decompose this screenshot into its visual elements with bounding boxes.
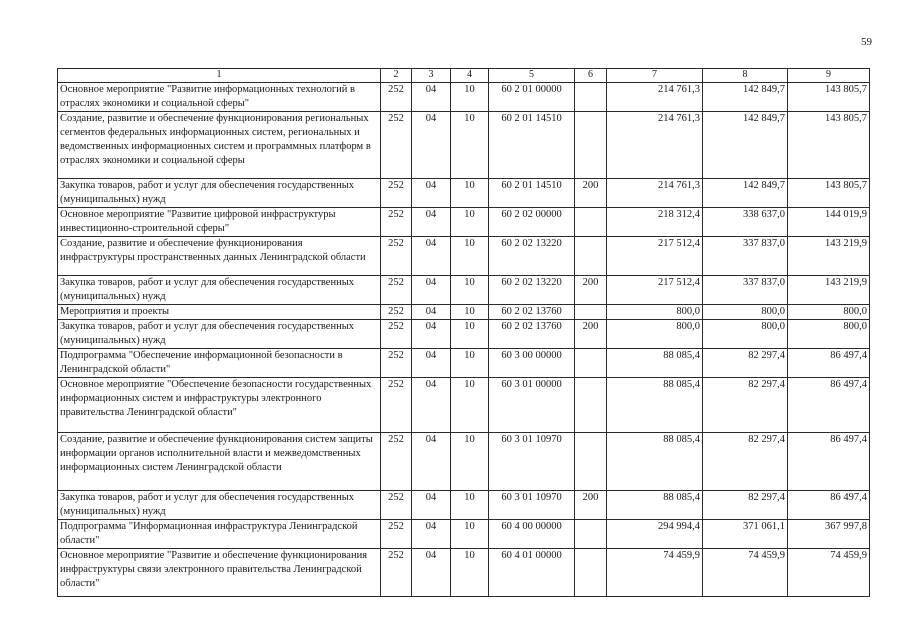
section-cell: 04: [412, 320, 451, 349]
subsection-cell: 10: [451, 378, 489, 433]
code-cell: 252: [381, 112, 412, 179]
code-cell: 252: [381, 549, 412, 597]
amount-cell: 88 085,4: [607, 433, 703, 491]
amount-cell: 74 459,9: [703, 549, 788, 597]
table-row: [58, 276, 870, 305]
amount-cell: 143 219,9: [788, 237, 870, 276]
table-row: [58, 549, 870, 597]
expense-type-cell: [575, 520, 607, 549]
target-article-cell: 60 2 02 13760: [489, 320, 575, 349]
target-article-cell: 60 2 01 14510: [489, 179, 575, 208]
amount-cell: 143 219,9: [788, 276, 870, 305]
target-article-cell: 60 3 01 10970: [489, 491, 575, 520]
subsection-cell: 10: [451, 237, 489, 276]
expense-type-cell: [575, 549, 607, 597]
table-row: [58, 491, 870, 520]
row-name-cell: Создание, развитие и обеспечение функционирования инфраструктуры пространственных данных Ленинградской области: [58, 237, 381, 276]
expense-type-cell: 200: [575, 320, 607, 349]
amount-cell: 82 297,4: [703, 378, 788, 433]
section-cell: 04: [412, 433, 451, 491]
row-name-cell: Закупка товаров, работ и услуг для обеспечения государственных (муниципальных) нужд: [58, 320, 381, 349]
amount-cell: 143 805,7: [788, 83, 870, 112]
target-article-cell: 60 2 02 13220: [489, 237, 575, 276]
section-cell: 04: [412, 549, 451, 597]
row-name-cell: Создание, развитие и обеспечение функционирования систем защиты информации органов исполнительной власти и межведомственных информационных систем Ленинградской области: [58, 433, 381, 491]
subsection-cell: 10: [451, 179, 489, 208]
subsection-cell: 10: [451, 276, 489, 305]
expense-type-cell: [575, 378, 607, 433]
subsection-cell: 10: [451, 349, 489, 378]
table-row: [58, 237, 870, 276]
amount-cell: 142 849,7: [703, 179, 788, 208]
row-name-cell: Мероприятия и проекты: [58, 305, 381, 320]
expense-type-cell: [575, 112, 607, 179]
target-article-cell: 60 4 00 00000: [489, 520, 575, 549]
amount-cell: 88 085,4: [607, 378, 703, 433]
expense-type-cell: [575, 349, 607, 378]
code-cell: 252: [381, 179, 412, 208]
amount-cell: 218 312,4: [607, 208, 703, 237]
code-cell: 252: [381, 83, 412, 112]
amount-cell: 74 459,9: [607, 549, 703, 597]
row-name-cell: Подпрограмма "Информационная инфраструктура Ленинградской области": [58, 520, 381, 549]
amount-cell: 214 761,3: [607, 112, 703, 179]
subsection-cell: 10: [451, 491, 489, 520]
section-cell: 04: [412, 83, 451, 112]
subsection-cell: 10: [451, 305, 489, 320]
section-cell: 04: [412, 305, 451, 320]
section-cell: 04: [412, 378, 451, 433]
amount-cell: 88 085,4: [607, 491, 703, 520]
table-row: [58, 179, 870, 208]
table-row: [58, 378, 870, 433]
amount-cell: 143 805,7: [788, 112, 870, 179]
amount-cell: 337 837,0: [703, 237, 788, 276]
header-cell: 5: [489, 69, 575, 83]
amount-cell: 142 849,7: [703, 83, 788, 112]
subsection-cell: 10: [451, 112, 489, 179]
expense-type-cell: [575, 208, 607, 237]
subsection-cell: 10: [451, 520, 489, 549]
row-name-cell: Закупка товаров, работ и услуг для обеспечения государственных (муниципальных) нужд: [58, 491, 381, 520]
amount-cell: 217 512,4: [607, 276, 703, 305]
section-cell: 04: [412, 349, 451, 378]
header-cell: 9: [788, 69, 870, 83]
target-article-cell: 60 4 01 00000: [489, 549, 575, 597]
section-cell: 04: [412, 208, 451, 237]
amount-cell: 82 297,4: [703, 349, 788, 378]
expense-type-cell: [575, 433, 607, 491]
table-row: [58, 520, 870, 549]
header-cell: 1: [58, 69, 381, 83]
amount-cell: 86 497,4: [788, 349, 870, 378]
amount-cell: 143 805,7: [788, 179, 870, 208]
table-row: [58, 83, 870, 112]
target-article-cell: 60 2 02 00000: [489, 208, 575, 237]
expense-type-cell: 200: [575, 179, 607, 208]
header-cell: 8: [703, 69, 788, 83]
amount-cell: 214 761,3: [607, 179, 703, 208]
header-cell: 3: [412, 69, 451, 83]
table-row: [58, 112, 870, 179]
expense-type-cell: [575, 83, 607, 112]
subsection-cell: 10: [451, 549, 489, 597]
table-header-row: [58, 69, 870, 83]
row-name-cell: Основное мероприятие "Обеспечение безопасности государственных информационных систем и инфраструктуры электронного правительства Ленинградской области": [58, 378, 381, 433]
budget-table: [57, 68, 870, 597]
section-cell: 04: [412, 112, 451, 179]
amount-cell: 86 497,4: [788, 378, 870, 433]
code-cell: 252: [381, 491, 412, 520]
amount-cell: 800,0: [703, 320, 788, 349]
amount-cell: 371 061,1: [703, 520, 788, 549]
amount-cell: 86 497,4: [788, 433, 870, 491]
target-article-cell: 60 3 00 00000: [489, 349, 575, 378]
header-cell: 6: [575, 69, 607, 83]
amount-cell: 800,0: [607, 305, 703, 320]
amount-cell: 82 297,4: [703, 491, 788, 520]
code-cell: 252: [381, 208, 412, 237]
table-row: [58, 433, 870, 491]
table-row: [58, 320, 870, 349]
amount-cell: 800,0: [607, 320, 703, 349]
code-cell: 252: [381, 378, 412, 433]
row-name-cell: Закупка товаров, работ и услуг для обеспечения государственных (муниципальных) нужд: [58, 276, 381, 305]
row-name-cell: Основное мероприятие "Развитие цифровой инфраструктуры инвестиционно-строительной сферы": [58, 208, 381, 237]
header-cell: 7: [607, 69, 703, 83]
amount-cell: 144 019,9: [788, 208, 870, 237]
section-cell: 04: [412, 276, 451, 305]
amount-cell: 82 297,4: [703, 433, 788, 491]
code-cell: 252: [381, 349, 412, 378]
amount-cell: 142 849,7: [703, 112, 788, 179]
amount-cell: 217 512,4: [607, 237, 703, 276]
expense-type-cell: [575, 305, 607, 320]
table-row: [58, 208, 870, 237]
target-article-cell: 60 3 01 10970: [489, 433, 575, 491]
amount-cell: 367 997,8: [788, 520, 870, 549]
row-name-cell: Подпрограмма "Обеспечение информационной безопасности в Ленинградской области": [58, 349, 381, 378]
header-cell: 4: [451, 69, 489, 83]
section-cell: 04: [412, 491, 451, 520]
subsection-cell: 10: [451, 208, 489, 237]
amount-cell: 338 637,0: [703, 208, 788, 237]
subsection-cell: 10: [451, 83, 489, 112]
row-name-cell: Основное мероприятие "Развитие информационных технологий в отраслях экономики и социальной сферы": [58, 83, 381, 112]
amount-cell: 294 994,4: [607, 520, 703, 549]
subsection-cell: 10: [451, 433, 489, 491]
table-row: [58, 305, 870, 320]
subsection-cell: 10: [451, 320, 489, 349]
header-cell: 2: [381, 69, 412, 83]
amount-cell: 74 459,9: [788, 549, 870, 597]
amount-cell: 86 497,4: [788, 491, 870, 520]
expense-type-cell: [575, 237, 607, 276]
row-name-cell: Закупка товаров, работ и услуг для обеспечения государственных (муниципальных) нужд: [58, 179, 381, 208]
row-name-cell: Основное мероприятие "Развитие и обеспечение функционирования инфраструктуры связи электронного правительства Ленинградской области": [58, 549, 381, 597]
code-cell: 252: [381, 276, 412, 305]
code-cell: 252: [381, 305, 412, 320]
target-article-cell: 60 3 01 00000: [489, 378, 575, 433]
target-article-cell: 60 2 02 13220: [489, 276, 575, 305]
page-number: 59: [861, 36, 872, 48]
target-article-cell: 60 2 01 00000: [489, 83, 575, 112]
target-article-cell: 60 2 02 13760: [489, 305, 575, 320]
amount-cell: 800,0: [788, 320, 870, 349]
section-cell: 04: [412, 237, 451, 276]
amount-cell: 88 085,4: [607, 349, 703, 378]
expense-type-cell: 200: [575, 491, 607, 520]
code-cell: 252: [381, 237, 412, 276]
section-cell: 04: [412, 520, 451, 549]
expense-type-cell: 200: [575, 276, 607, 305]
amount-cell: 800,0: [788, 305, 870, 320]
amount-cell: 214 761,3: [607, 83, 703, 112]
amount-cell: 800,0: [703, 305, 788, 320]
code-cell: 252: [381, 433, 412, 491]
table-row: [58, 349, 870, 378]
section-cell: 04: [412, 179, 451, 208]
amount-cell: 337 837,0: [703, 276, 788, 305]
target-article-cell: 60 2 01 14510: [489, 112, 575, 179]
row-name-cell: Создание, развитие и обеспечение функционирования региональных сегментов федеральных информационных систем, региональных и ведомственных информационных систем и программных платформ в отраслях экономики и социальной сферы: [58, 112, 381, 179]
code-cell: 252: [381, 520, 412, 549]
code-cell: 252: [381, 320, 412, 349]
